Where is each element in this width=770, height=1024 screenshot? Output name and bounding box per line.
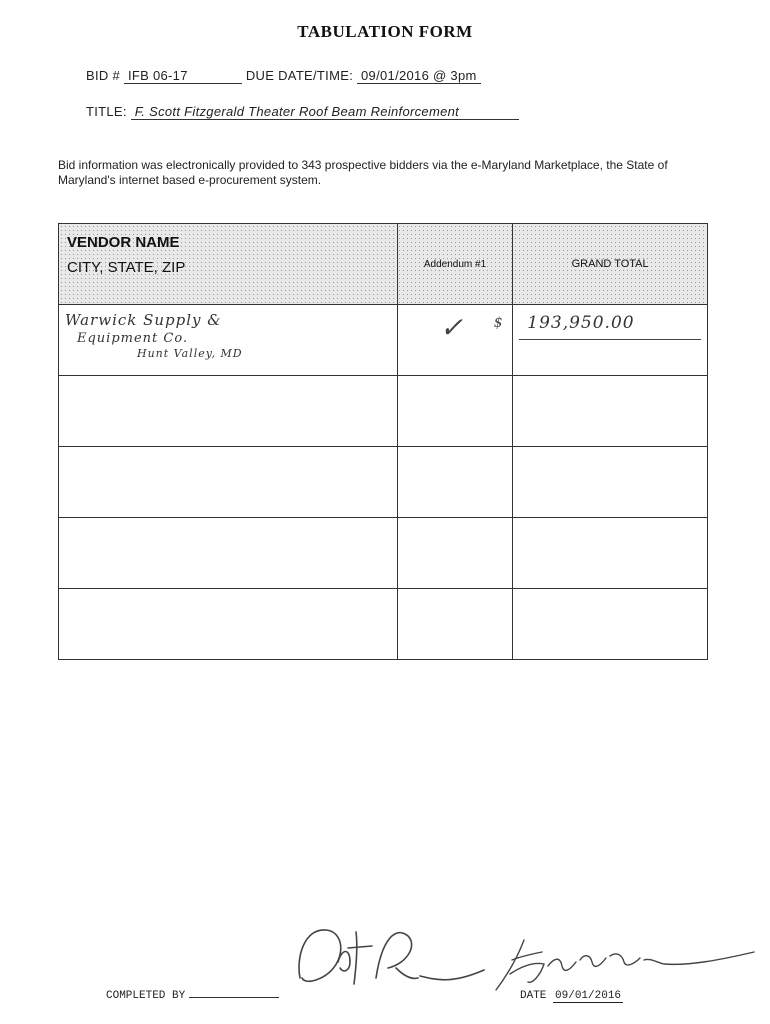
due-value: 09/01/2016 @ 3pm [357,68,481,84]
bid-number: IFB 06-17 [124,68,242,84]
table-row [59,376,708,447]
total-cell [513,376,708,447]
addendum-cell [397,376,512,447]
vendor-name-handwritten-2: Equipment Co. [77,331,189,346]
completed-by-line [106,990,279,1002]
addendum-cell [397,447,512,518]
vendor-name-handwritten: Warwick Supply & [65,311,222,329]
header-vendor [59,224,398,305]
dollar-sign: $ [493,315,504,331]
bid-label: BID # [86,68,121,83]
table-row [59,305,708,376]
table-row [59,518,708,589]
header-vendor-name: VENDOR NAME [67,234,180,251]
check-mark-icon: ✓ [439,311,465,344]
vendor-cell [59,447,398,518]
vendor-cell [59,305,398,376]
total-cell [513,305,708,376]
header-grand-total: GRAND TOTAL [513,224,708,305]
bid-line [86,68,481,84]
due-label: DUE DATE/TIME: [245,68,354,83]
title-label: TITLE: [86,104,127,119]
table-row [59,447,708,518]
grand-total-handwritten: 193,950.00 [527,313,635,333]
amount-underline [519,339,701,340]
vendor-cell [59,518,398,589]
addendum-cell [397,518,512,589]
title-line [86,104,519,120]
completed-by-blank [189,997,279,998]
addendum-cell [397,589,512,660]
signature-completed-by [286,918,486,998]
total-cell [513,447,708,518]
vendor-location-handwritten: Hunt Valley, MD [137,347,243,360]
table-row [59,589,708,660]
table-header-row [59,224,708,305]
info-text: Bid information was electronically provided to 343 prospective bidders via the e-Maryland Marketplace, the State of Maryland's internet based e-procurement system. [58,158,668,187]
addendum-cell [397,305,512,376]
page-title: TABULATION FORM [297,22,473,41]
date-label: DATE [520,990,547,1002]
date-line [520,990,623,1002]
title-value: F. Scott Fitzgerald Theater Roof Beam Reinforcement [131,104,519,120]
total-cell [513,518,708,589]
vendor-cell [59,376,398,447]
vendor-cell [59,589,398,660]
total-cell [513,589,708,660]
bid-table [58,223,708,660]
date-value: 09/01/2016 [555,990,622,1002]
completed-by-label: COMPLETED BY [106,990,186,1002]
header-vendor-location: CITY, STATE, ZIP [67,259,186,276]
header-addendum: Addendum #1 [397,224,512,305]
